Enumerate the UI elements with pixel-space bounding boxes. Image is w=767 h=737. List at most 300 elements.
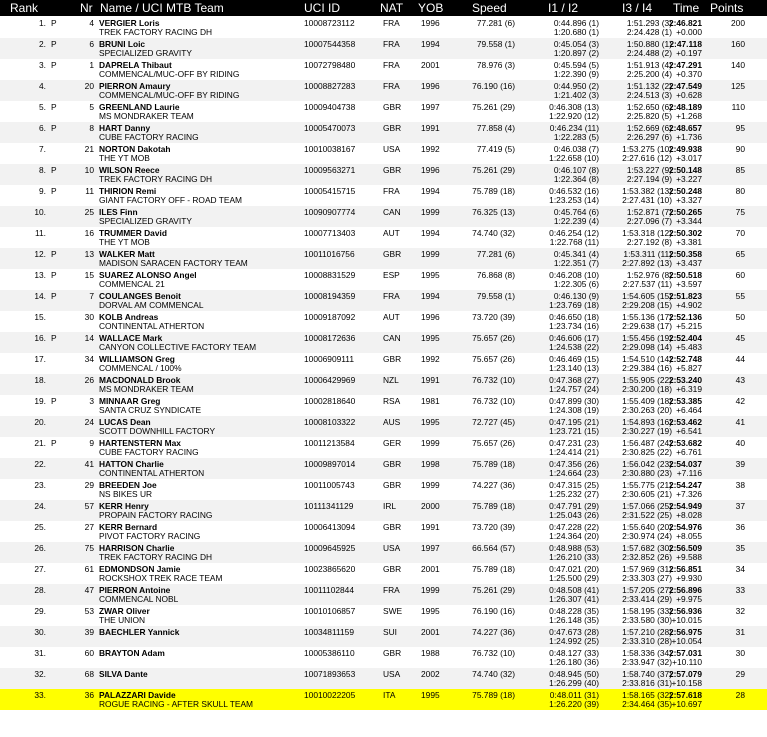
- rank-cell: 20.: [34, 417, 46, 427]
- team-name: COMMENCAL/MUC-OFF BY RIDING: [99, 69, 240, 79]
- nationality: GBR: [383, 249, 402, 259]
- p-flag: P: [51, 123, 57, 133]
- year-of-birth: 1999: [421, 480, 440, 490]
- split-i3: 1:58.165 (32): [622, 690, 672, 700]
- finish-time: 2:54.976: [668, 522, 702, 532]
- uci-id: 10071893653: [304, 669, 356, 679]
- split-i4: 2:27.194 (9): [626, 174, 672, 184]
- header-rank: Rank: [10, 1, 39, 15]
- p-flag: P: [51, 165, 57, 175]
- uci-id: 10006429969: [304, 375, 356, 385]
- table-row: [0, 542, 767, 563]
- rank-cell: 7.: [39, 144, 46, 154]
- rider-name: WALLACE Mark: [99, 333, 163, 343]
- points: 36: [735, 522, 745, 532]
- time-gap: +3.344: [676, 216, 702, 226]
- points: 95: [735, 123, 745, 133]
- rank-cell: 12.: [34, 249, 46, 259]
- time-gap: +3.327: [676, 195, 702, 205]
- speed: 77.419 (5): [476, 144, 515, 154]
- split-i2: 1:24.538 (22): [549, 342, 599, 352]
- year-of-birth: 1995: [421, 417, 440, 427]
- bib-number: 36: [84, 690, 94, 700]
- team-name: COMMENCAL / 100%: [99, 363, 182, 373]
- bib-number: 15: [84, 270, 94, 280]
- split-i2: 1:22.920 (12): [549, 111, 599, 121]
- finish-time: 2:54.949: [668, 501, 702, 511]
- split-i4: 2:29.098 (14): [622, 342, 672, 352]
- nationality: GBR: [383, 123, 402, 133]
- rank-cell: 16.: [34, 333, 46, 343]
- finish-time: 2:51.823: [668, 291, 702, 301]
- team-name: COMMENCAL/MUC-OFF BY RIDING: [99, 90, 240, 100]
- year-of-birth: 1981: [421, 396, 440, 406]
- team-name: CANYON COLLECTIVE FACTORY TEAM: [99, 342, 257, 352]
- nationality: GBR: [383, 564, 402, 574]
- finish-time: 2:57.618: [668, 690, 702, 700]
- uci-id: 10008194359: [304, 291, 356, 301]
- finish-time: 2:48.657: [668, 123, 702, 133]
- nationality: FRA: [383, 18, 400, 28]
- split-i2: 1:25.043 (26): [549, 510, 599, 520]
- uci-id: 10111341129: [304, 501, 354, 511]
- split-i3: 1:53.311 (11): [623, 249, 672, 259]
- split-i1: 0:47.356 (26): [549, 459, 599, 469]
- team-name: PIVOT FACTORY RACING: [99, 531, 201, 541]
- team-name: CONTINENTAL ATHERTON: [99, 468, 205, 478]
- table-row: [0, 122, 767, 143]
- split-i1: 0:45.054 (3): [553, 39, 599, 49]
- time-gap: +10.015: [671, 615, 702, 625]
- time-gap: +5.483: [676, 342, 702, 352]
- rider-name: HARTENSTERN Max: [99, 438, 181, 448]
- p-flag: P: [51, 249, 57, 259]
- team-name: MS MONDRAKER TEAM: [99, 111, 194, 121]
- finish-time: 2:52.748: [668, 354, 702, 364]
- split-i1: 0:46.234 (11): [549, 123, 599, 133]
- split-i1: 0:47.368 (27): [549, 375, 599, 385]
- split-i2: 1:23.734 (16): [549, 321, 599, 331]
- split-i3: 1:58.336 (34): [622, 648, 672, 658]
- speed: 77.281 (6): [476, 249, 515, 259]
- split-i1: 0:46.469 (15): [549, 354, 599, 364]
- split-i1: 0:47.791 (29): [549, 501, 599, 511]
- split-i3: 1:52.871 (7): [626, 207, 672, 217]
- rank-cell: 18.: [34, 375, 46, 385]
- team-name: ROGUE RACING - AFTER SKULL TEAM: [99, 699, 254, 709]
- split-i4: 2:25.820 (5): [626, 111, 672, 121]
- split-i1: 0:44.896 (1): [553, 18, 599, 28]
- table-row: [0, 668, 767, 689]
- split-i3: 1:54.605 (15): [622, 291, 672, 301]
- split-i2: 1:22.283 (5): [553, 132, 599, 142]
- rank-cell: 28.: [34, 585, 46, 595]
- split-i3: 1:57.969 (31): [622, 564, 672, 574]
- speed: 78.976 (3): [476, 60, 515, 70]
- bib-number: 34: [84, 354, 94, 364]
- nationality: CAN: [383, 333, 401, 343]
- time-gap: +8.055: [676, 531, 702, 541]
- split-i3: 1:51.132 (2): [626, 81, 672, 91]
- uci-id: 10034811159: [304, 627, 354, 637]
- team-name: CONTINENTAL ATHERTON: [99, 321, 205, 331]
- split-i1: 0:46.038 (7): [553, 144, 599, 154]
- time-gap: +9.975: [676, 594, 702, 604]
- year-of-birth: 1995: [421, 333, 440, 343]
- split-i2: 1:22.390 (9): [553, 69, 599, 79]
- split-i1: 0:46.532 (16): [549, 186, 599, 196]
- rank-cell: 29.: [34, 606, 46, 616]
- bib-number: 24: [84, 417, 94, 427]
- split-i3: 1:50.880 (1): [626, 39, 672, 49]
- table-row: [0, 353, 767, 374]
- nationality: GBR: [383, 648, 402, 658]
- year-of-birth: 1999: [421, 438, 440, 448]
- table-row: [0, 311, 767, 332]
- time-gap: +9.588: [676, 552, 702, 562]
- table-row: [0, 206, 767, 227]
- speed: 75.657 (26): [472, 333, 515, 343]
- bib-number: 57: [84, 501, 94, 511]
- split-i1: 0:44.950 (2): [553, 81, 599, 91]
- table-row: [0, 38, 767, 59]
- points: 90: [735, 144, 745, 154]
- year-of-birth: 1996: [421, 18, 440, 28]
- year-of-birth: 1992: [421, 144, 440, 154]
- split-i4: 2:27.892 (13): [622, 258, 672, 268]
- uci-id: 10002818640: [304, 396, 356, 406]
- nationality: GBR: [383, 480, 402, 490]
- nationality: GBR: [383, 354, 402, 364]
- bib-number: 1: [89, 60, 94, 70]
- rider-name: WILLIAMSON Greg: [99, 354, 175, 364]
- uci-id: 10011005743: [304, 480, 355, 490]
- bib-number: 27: [84, 522, 94, 532]
- p-flag: P: [51, 186, 57, 196]
- split-i2: 1:23.140 (13): [549, 363, 599, 373]
- bib-number: 8: [89, 123, 94, 133]
- split-i3: 1:52.669 (6): [626, 123, 672, 133]
- split-i4: 2:29.208 (15): [622, 300, 672, 310]
- split-i2: 1:23.253 (14): [549, 195, 599, 205]
- split-i2: 1:24.757 (24): [549, 384, 599, 394]
- finish-time: 2:46.821: [668, 18, 702, 28]
- points: 50: [735, 312, 745, 322]
- split-i3: 1:53.318 (12): [622, 228, 672, 238]
- uci-id: 10007713403: [304, 228, 356, 238]
- team-name: SPECIALIZED GRAVITY: [99, 216, 192, 226]
- finish-time: 2:56.975: [668, 627, 702, 637]
- header-i1-i2: I1 / I2: [548, 1, 579, 15]
- split-i4: 2:24.488 (2): [626, 48, 672, 58]
- team-name: COMMENCAL NOBL: [99, 594, 179, 604]
- speed: 66.564 (57): [472, 543, 515, 553]
- uci-id: 10010106857: [304, 606, 356, 616]
- split-i2: 1:24.664 (23): [549, 468, 599, 478]
- table-row: [0, 164, 767, 185]
- nationality: GBR: [383, 522, 402, 532]
- rider-name: PALAZZARI Davide: [99, 690, 176, 700]
- split-i4: 2:33.303 (27): [622, 573, 672, 583]
- finish-time: 2:56.851: [668, 564, 702, 574]
- table-row: [0, 332, 767, 353]
- split-i2: 1:23.769 (18): [549, 300, 599, 310]
- year-of-birth: 1991: [421, 375, 440, 385]
- bib-number: 68: [84, 669, 94, 679]
- split-i3: 1:55.409 (18): [622, 396, 672, 406]
- year-of-birth: 1994: [421, 291, 440, 301]
- split-i2: 1:20.680 (1): [553, 27, 599, 37]
- finish-time: 2:48.189: [668, 102, 702, 112]
- team-name: SANTA CRUZ SYNDICATE: [99, 405, 202, 415]
- year-of-birth: 2001: [421, 60, 440, 70]
- split-i1: 0:48.508 (41): [549, 585, 599, 595]
- rider-name: VERGIER Loris: [99, 18, 160, 28]
- uci-id: 10072798480: [304, 60, 356, 70]
- team-name: NS BIKES UR: [99, 489, 153, 499]
- finish-time: 2:50.302: [668, 228, 702, 238]
- split-i2: 1:24.364 (20): [549, 531, 599, 541]
- points: 60: [735, 270, 745, 280]
- uci-id: 10008831529: [304, 270, 356, 280]
- finish-time: 2:53.240: [668, 375, 702, 385]
- speed: 76.732 (10): [472, 648, 515, 658]
- table-header: [0, 0, 767, 16]
- rider-name: EDMONDSON Jamie: [99, 564, 181, 574]
- p-flag: P: [51, 102, 57, 112]
- rider-name: THIRION Remi: [99, 186, 157, 196]
- split-i3: 1:58.195 (33): [622, 606, 672, 616]
- split-i2: 1:26.307 (41): [549, 594, 599, 604]
- time-gap: +3.227: [676, 174, 702, 184]
- speed: 76.325 (13): [472, 207, 515, 217]
- p-flag: P: [51, 396, 57, 406]
- split-i3: 1:57.205 (27): [622, 585, 672, 595]
- rank-cell: 4.: [39, 81, 46, 91]
- split-i1: 0:47.231 (23): [549, 438, 599, 448]
- table-row: [0, 521, 767, 542]
- team-name: THE YT MOB: [99, 153, 150, 163]
- bib-number: 11: [85, 186, 94, 196]
- time-gap: +6.319: [676, 384, 702, 394]
- nationality: FRA: [383, 186, 400, 196]
- time-gap: +1.268: [676, 111, 702, 121]
- rider-name: BRUNI Loic: [99, 39, 146, 49]
- uci-id: 10008723112: [304, 18, 355, 28]
- speed: 74.227 (36): [472, 480, 515, 490]
- points: 41: [735, 417, 745, 427]
- nationality: ESP: [383, 270, 400, 280]
- time-gap: +0.370: [676, 69, 702, 79]
- rider-name: HARRISON Charlie: [99, 543, 175, 553]
- split-i3: 1:52.976 (8): [626, 270, 672, 280]
- year-of-birth: 1999: [421, 585, 440, 595]
- split-i1: 0:47.315 (25): [549, 480, 599, 490]
- uci-id: 10010038167: [304, 144, 356, 154]
- split-i3: 1:54.893 (16): [622, 417, 672, 427]
- split-i3: 1:56.042 (23): [622, 459, 672, 469]
- header-points: Points: [710, 1, 744, 15]
- rank-cell: 30.: [34, 627, 46, 637]
- split-i4: 2:26.297 (6): [626, 132, 672, 142]
- table-row: [0, 227, 767, 248]
- bib-number: 39: [84, 627, 94, 637]
- year-of-birth: 1995: [421, 270, 440, 280]
- split-i4: 2:30.880 (23): [622, 468, 672, 478]
- year-of-birth: 1997: [421, 102, 440, 112]
- nationality: SUI: [383, 627, 397, 637]
- nationality: FRA: [383, 81, 400, 91]
- year-of-birth: 1997: [421, 543, 440, 553]
- nationality: AUT: [383, 228, 400, 238]
- table-row: [0, 80, 767, 101]
- split-i2: 1:25.500 (29): [549, 573, 599, 583]
- uci-id: 10010022205: [304, 690, 356, 700]
- rank-cell: 13.: [34, 270, 46, 280]
- time-gap: +4.902: [676, 300, 702, 310]
- uci-id: 10011016756: [304, 249, 355, 259]
- speed: 75.261 (29): [472, 102, 515, 112]
- split-i1: 0:48.228 (35): [549, 606, 599, 616]
- rank-cell: 21.: [34, 438, 46, 448]
- points: 40: [735, 438, 745, 448]
- split-i2: 1:22.768 (11): [549, 237, 599, 247]
- split-i3: 1:51.293 (3): [626, 18, 672, 28]
- split-i3: 1:54.510 (14): [622, 354, 672, 364]
- rank-cell: 19.: [34, 396, 46, 406]
- bib-number: 9: [89, 438, 94, 448]
- speed: 75.657 (26): [472, 438, 515, 448]
- bib-number: 61: [84, 564, 94, 574]
- table-row: [0, 143, 767, 164]
- split-i2: 1:26.220 (39): [549, 699, 599, 709]
- year-of-birth: 1994: [421, 39, 440, 49]
- rank-cell: 2.: [39, 39, 46, 49]
- header-name: Name / UCI MTB Team: [100, 1, 224, 15]
- bib-number: 10: [84, 165, 94, 175]
- rank-cell: 8.: [39, 165, 46, 175]
- year-of-birth: 2001: [421, 564, 440, 574]
- nationality: FRA: [383, 291, 400, 301]
- split-i4: 2:25.200 (4): [626, 69, 672, 79]
- table-row: [0, 563, 767, 584]
- split-i3: 1:55.640 (20): [622, 522, 672, 532]
- rider-name: BRAYTON Adam: [99, 648, 165, 658]
- split-i3: 1:53.275 (10): [622, 144, 672, 154]
- table-row: [0, 416, 767, 437]
- nationality: SWE: [383, 606, 403, 616]
- split-i2: 1:23.721 (15): [549, 426, 599, 436]
- points: 70: [735, 228, 745, 238]
- year-of-birth: 2002: [421, 669, 440, 679]
- finish-time: 2:53.682: [668, 438, 702, 448]
- split-i1: 0:46.606 (17): [549, 333, 599, 343]
- split-i4: 2:27.096 (7): [626, 216, 672, 226]
- split-i1: 0:46.107 (8): [553, 165, 599, 175]
- points: 45: [735, 333, 745, 343]
- uci-id: 10009404738: [304, 102, 356, 112]
- p-flag: P: [51, 270, 57, 280]
- split-i2: 1:26.210 (33): [549, 552, 599, 562]
- rider-name: GREENLAND Laurie: [99, 102, 180, 112]
- nationality: FRA: [383, 585, 400, 595]
- points: 85: [735, 165, 745, 175]
- table-row: [0, 17, 767, 38]
- header-i3-i4: I3 / I4: [622, 1, 653, 15]
- time-gap: +5.827: [676, 363, 702, 373]
- bib-number: 13: [84, 249, 94, 259]
- speed: 74.740 (32): [472, 228, 515, 238]
- time-gap: +3.381: [676, 237, 702, 247]
- split-i1: 0:45.764 (6): [553, 207, 599, 217]
- year-of-birth: 2000: [421, 501, 440, 511]
- bib-number: 60: [84, 648, 94, 658]
- bib-number: 26: [84, 375, 94, 385]
- split-i3: 1:55.456 (19): [622, 333, 672, 343]
- points: 55: [735, 291, 745, 301]
- speed: 75.789 (18): [472, 501, 515, 511]
- bib-number: 5: [89, 102, 94, 112]
- split-i2: 1:22.351 (7): [553, 258, 599, 268]
- finish-time: 2:54.037: [668, 459, 702, 469]
- rider-name: MACDONALD Brook: [99, 375, 181, 385]
- header-time: Time: [673, 1, 700, 15]
- speed: 76.868 (8): [476, 270, 515, 280]
- points: 80: [735, 186, 745, 196]
- bib-number: 7: [89, 291, 94, 301]
- time-gap: +10.054: [671, 636, 702, 646]
- team-name: GIANT FACTORY OFF - ROAD TEAM: [99, 195, 243, 205]
- rider-name: SUAREZ ALONSO Angel: [99, 270, 197, 280]
- p-flag: P: [51, 291, 57, 301]
- split-i3: 1:57.682 (30): [622, 543, 672, 553]
- table-row: [0, 479, 767, 500]
- uci-id: 10023865620: [304, 564, 356, 574]
- table-row: [0, 626, 767, 647]
- rank-cell: 31.: [34, 648, 46, 658]
- nationality: GBR: [383, 102, 402, 112]
- split-i3: 1:56.487 (24): [622, 438, 672, 448]
- split-i3: 1:51.913 (4): [626, 60, 672, 70]
- time-gap: +3.597: [676, 279, 702, 289]
- points: 39: [735, 459, 745, 469]
- table-row: [0, 458, 767, 479]
- split-i4: 2:33.310 (28): [622, 636, 672, 646]
- year-of-birth: 1994: [421, 186, 440, 196]
- split-i4: 2:32.852 (26): [622, 552, 672, 562]
- split-i2: 1:22.239 (4): [553, 216, 599, 226]
- team-name: ROCKSHOX TREK RACE TEAM: [99, 573, 223, 583]
- uci-id: 10007544358: [304, 39, 356, 49]
- time-gap: +6.541: [676, 426, 702, 436]
- year-of-birth: 1996: [421, 312, 440, 322]
- uci-id: 10005415715: [304, 186, 356, 196]
- table-row: [0, 500, 767, 521]
- points: 30: [735, 648, 745, 658]
- split-i4: 2:27.616 (12): [622, 153, 672, 163]
- rank-cell: 3.: [39, 60, 46, 70]
- finish-time: 2:56.936: [668, 606, 702, 616]
- team-name: SCOTT DOWNHILL FACTORY: [99, 426, 216, 436]
- team-name: TREK FACTORY RACING DH: [99, 552, 213, 562]
- split-i4: 2:34.464 (35): [622, 699, 672, 709]
- split-i4: 2:29.384 (16): [622, 363, 672, 373]
- speed: 73.720 (39): [472, 312, 515, 322]
- rider-name: COULANGES Benoit: [99, 291, 181, 301]
- split-i1: 0:48.945 (50): [549, 669, 599, 679]
- split-i1: 0:46.208 (10): [549, 270, 599, 280]
- time-gap: +10.158: [671, 678, 702, 688]
